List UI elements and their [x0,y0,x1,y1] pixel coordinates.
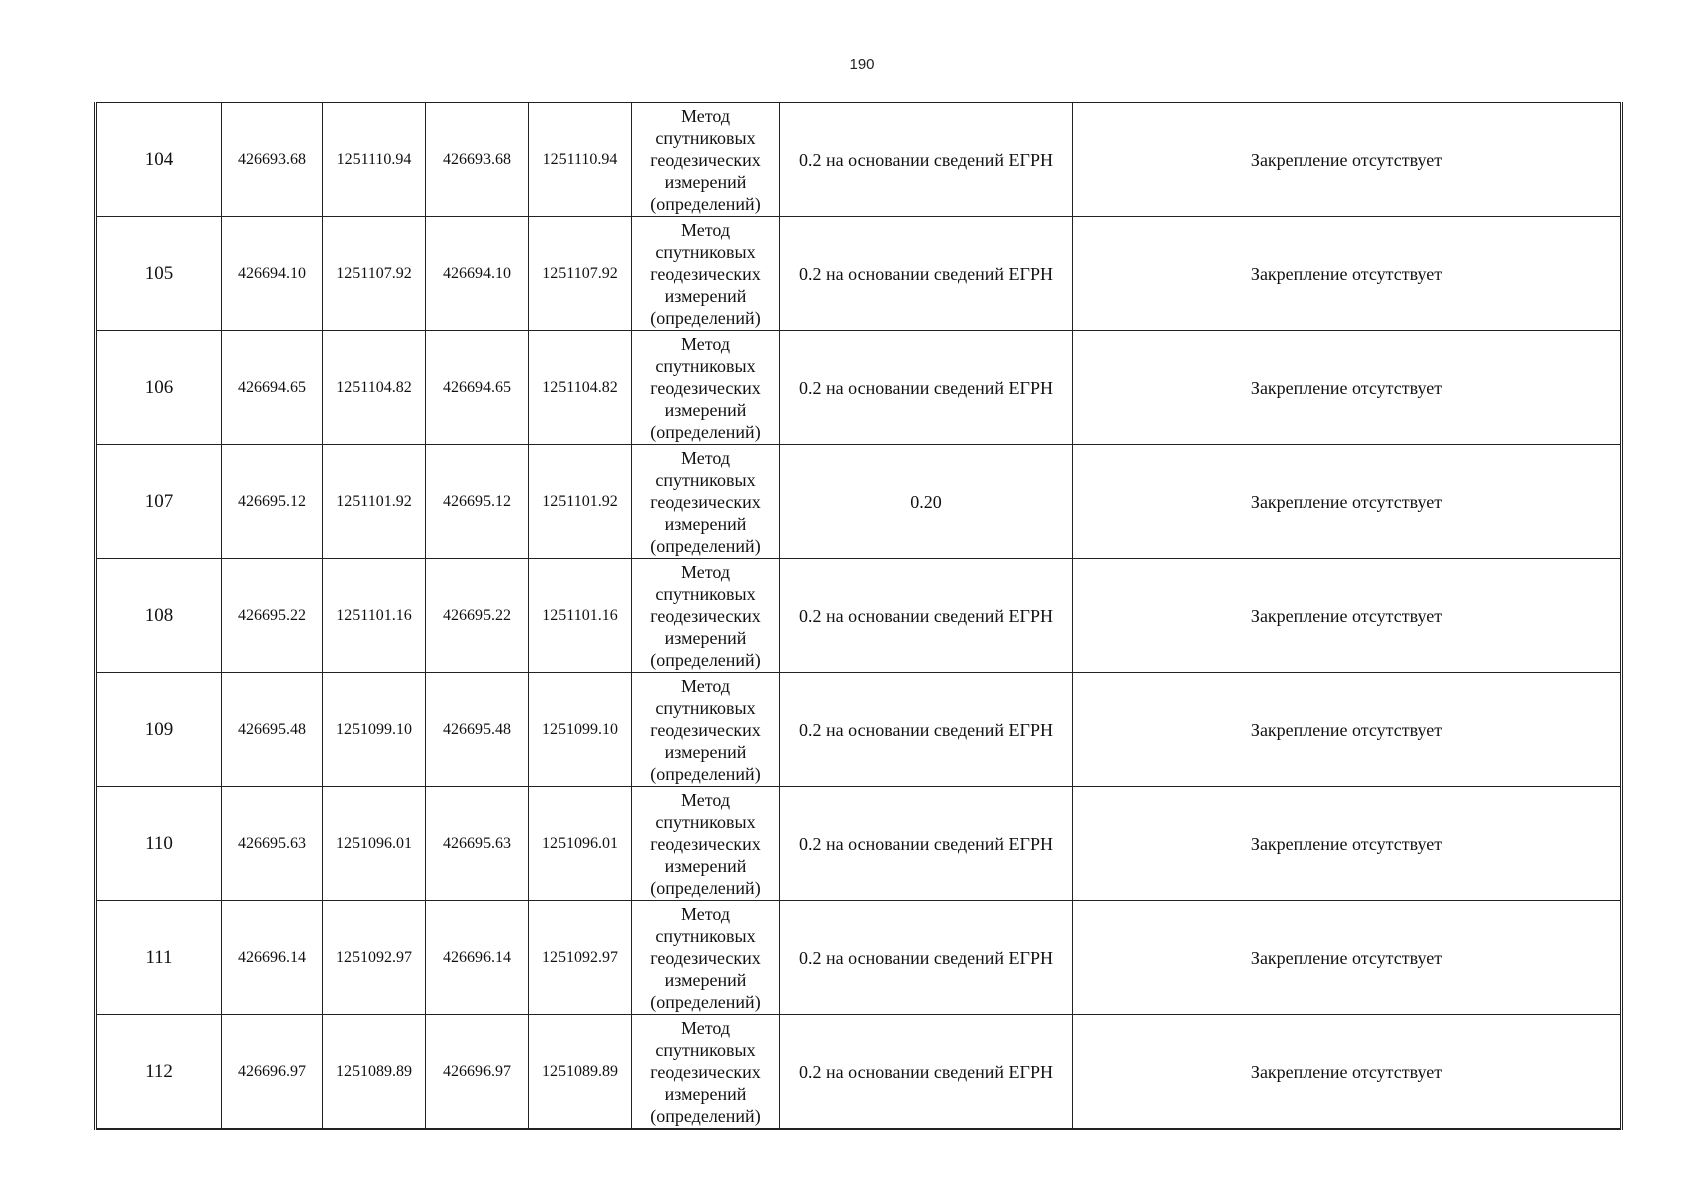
fixing-cell: Закрепление отсутствует [1073,445,1622,559]
refined-x-cell: 426694.10 [426,217,529,331]
accuracy-cell: 0.2 на основании сведений ЕГРН [780,217,1073,331]
fixing-cell: Закрепление отсутствует [1073,787,1622,901]
existing-x-cell: 426694.10 [222,217,323,331]
fixing-cell: Закрепление отсутствует [1073,901,1622,1015]
refined-y-cell: 1251089.89 [529,1015,632,1130]
method-cell: Метод спутниковых геодезических измерений (определений) [632,217,780,331]
refined-x-cell: 426693.68 [426,103,529,217]
table-row [96,559,1622,673]
refined-y-cell: 1251096.01 [529,787,632,901]
method-cell: Метод спутниковых геодезических измерений (определений) [632,787,780,901]
accuracy-cell: 0.2 на основании сведений ЕГРН [780,559,1073,673]
point-number-cell: 109 [96,673,222,787]
refined-x-cell: 426696.97 [426,1015,529,1130]
existing-x-cell: 426696.14 [222,901,323,1015]
table-row [96,1015,1622,1130]
refined-x-cell: 426695.12 [426,445,529,559]
existing-y-cell: 1251101.92 [323,445,426,559]
point-number-cell: 111 [96,901,222,1015]
fixing-cell: Закрепление отсутствует [1073,1015,1622,1130]
table-row [96,901,1622,1015]
refined-y-cell: 1251101.92 [529,445,632,559]
method-cell: Метод спутниковых геодезических измерений (определений) [632,331,780,445]
existing-y-cell: 1251092.97 [323,901,426,1015]
existing-y-cell: 1251104.82 [323,331,426,445]
existing-y-cell: 1251107.92 [323,217,426,331]
method-cell: Метод спутниковых геодезических измерений (определений) [632,559,780,673]
fixing-cell: Закрепление отсутствует [1073,103,1622,217]
accuracy-cell: 0.2 на основании сведений ЕГРН [780,901,1073,1015]
accuracy-cell: 0.20 [780,445,1073,559]
existing-y-cell: 1251089.89 [323,1015,426,1130]
accuracy-cell: 0.2 на основании сведений ЕГРН [780,787,1073,901]
existing-y-cell: 1251101.16 [323,559,426,673]
point-number-cell: 108 [96,559,222,673]
existing-y-cell: 1251096.01 [323,787,426,901]
existing-x-cell: 426695.48 [222,673,323,787]
refined-x-cell: 426695.22 [426,559,529,673]
point-number-cell: 106 [96,331,222,445]
refined-y-cell: 1251092.97 [529,901,632,1015]
point-number-cell: 107 [96,445,222,559]
refined-x-cell: 426694.65 [426,331,529,445]
table-row [96,673,1622,787]
refined-x-cell: 426695.63 [426,787,529,901]
existing-y-cell: 1251110.94 [323,103,426,217]
method-cell: Метод спутниковых геодезических измерений (определений) [632,901,780,1015]
table-body [96,103,1622,1130]
existing-x-cell: 426694.65 [222,331,323,445]
table-row [96,331,1622,445]
point-number-cell: 105 [96,217,222,331]
refined-x-cell: 426695.48 [426,673,529,787]
refined-x-cell: 426696.14 [426,901,529,1015]
existing-x-cell: 426693.68 [222,103,323,217]
fixing-cell: Закрепление отсутствует [1073,673,1622,787]
existing-x-cell: 426695.22 [222,559,323,673]
fixing-cell: Закрепление отсутствует [1073,331,1622,445]
existing-x-cell: 426695.63 [222,787,323,901]
refined-y-cell: 1251099.10 [529,673,632,787]
method-cell: Метод спутниковых геодезических измерений (определений) [632,103,780,217]
method-cell: Метод спутниковых геодезических измерений (определений) [632,1015,780,1130]
fixing-cell: Закрепление отсутствует [1073,217,1622,331]
refined-y-cell: 1251101.16 [529,559,632,673]
table-row [96,103,1622,217]
point-number-cell: 110 [96,787,222,901]
method-cell: Метод спутниковых геодезических измерений (определений) [632,673,780,787]
coordinates-table-wrapper [94,102,1620,1130]
point-number-cell: 112 [96,1015,222,1130]
refined-y-cell: 1251104.82 [529,331,632,445]
refined-y-cell: 1251110.94 [529,103,632,217]
existing-x-cell: 426696.97 [222,1015,323,1130]
fixing-cell: Закрепление отсутствует [1073,559,1622,673]
refined-y-cell: 1251107.92 [529,217,632,331]
existing-y-cell: 1251099.10 [323,673,426,787]
point-number-cell: 104 [96,103,222,217]
table-row [96,217,1622,331]
table-row [96,445,1622,559]
method-cell: Метод спутниковых геодезических измерений (определений) [632,445,780,559]
accuracy-cell: 0.2 на основании сведений ЕГРН [780,103,1073,217]
table-row [96,787,1622,901]
accuracy-cell: 0.2 на основании сведений ЕГРН [780,331,1073,445]
accuracy-cell: 0.2 на основании сведений ЕГРН [780,1015,1073,1130]
coordinates-table [94,102,1623,1130]
existing-x-cell: 426695.12 [222,445,323,559]
page-number: 190 [849,56,875,73]
accuracy-cell: 0.2 на основании сведений ЕГРН [780,673,1073,787]
